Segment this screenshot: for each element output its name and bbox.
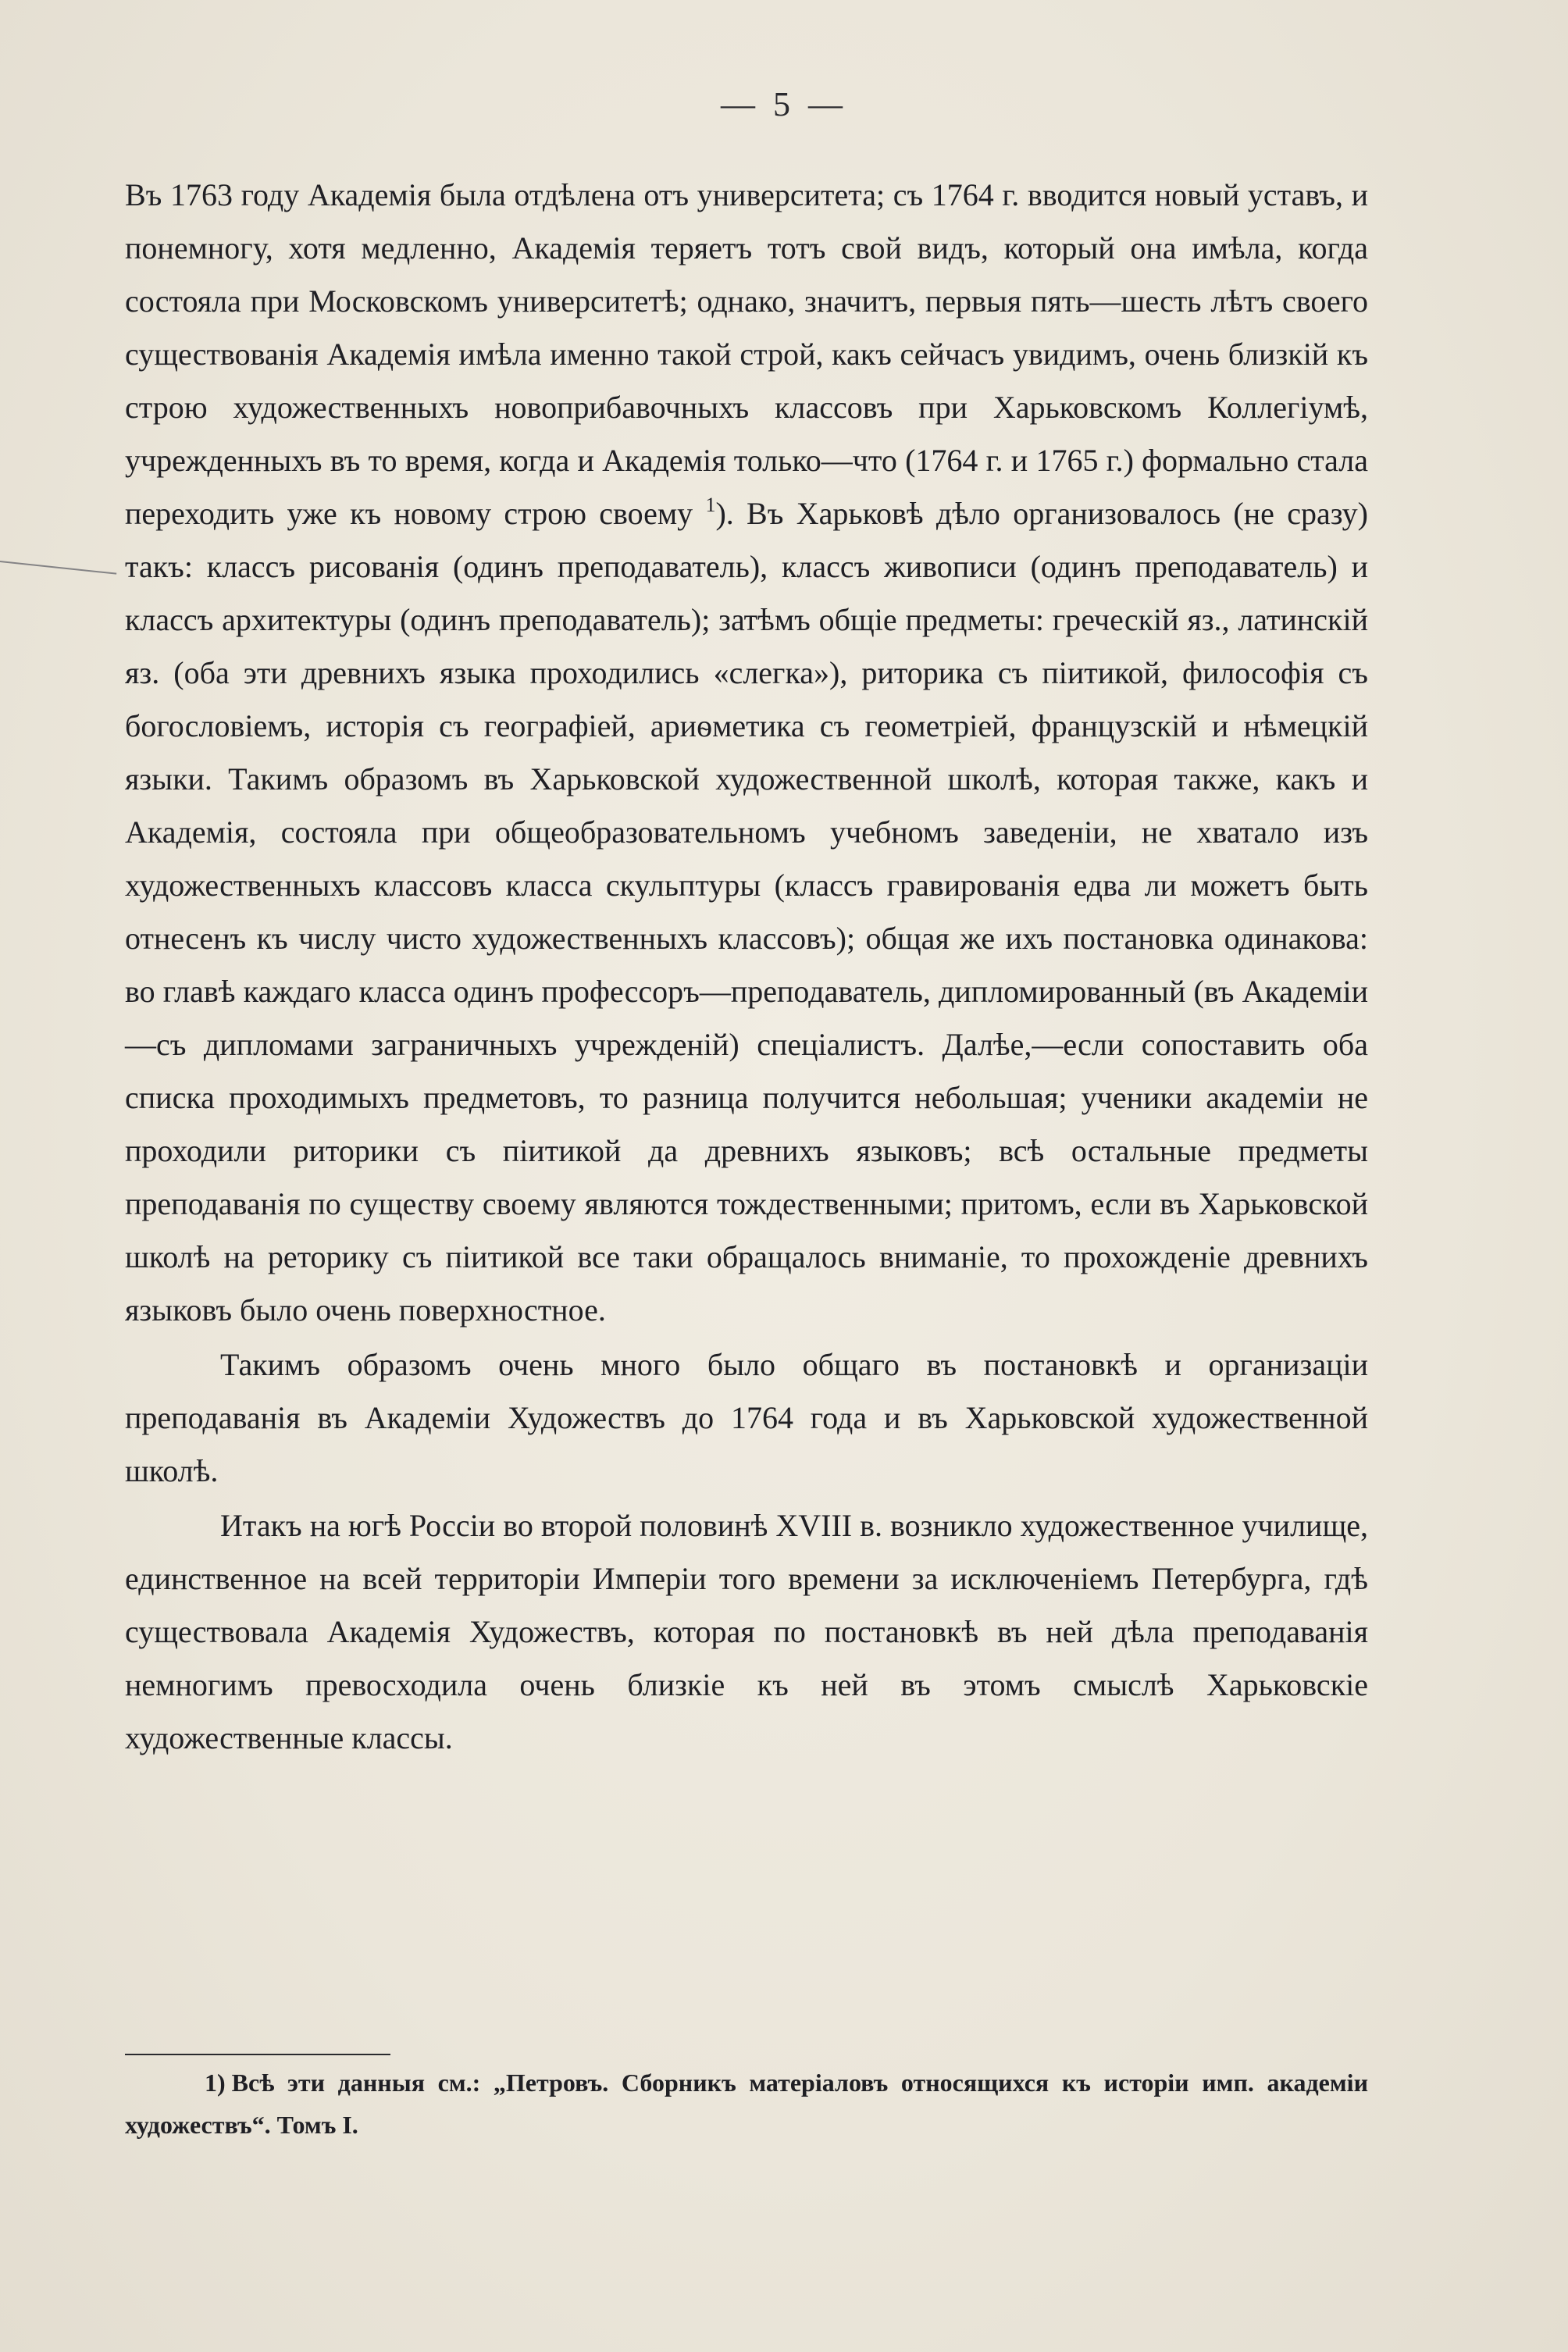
page-number: — 5 — [721, 85, 847, 123]
footnote-mark: 1) [205, 2069, 226, 2097]
paragraph-1 [125, 169, 1368, 1337]
paragraph-3: Итакъ на югѣ Россіи во второй половинѣ XVIII в. возникло художественное училище, единственное на всей территоріи Имперіи того времени за исключеніемъ Петербурга, гдѣ существовала Академія Художествъ, которая по постановкѣ въ ней дѣла преподаванія немногимъ превосходила очень близкіе къ ней въ этомъ смыслѣ Харьковскіе художественные классы. [125, 1508, 1368, 1755]
paragraph-2: Такимъ образомъ очень много было общаго въ постановкѣ и организаціи преподаванія въ Академіи Художествъ до 1764 года и въ Харьковской художественной школѣ. [125, 1347, 1368, 1488]
body-text [125, 169, 1368, 1765]
margin-pencil-mark [0, 561, 116, 575]
footnote-divider [125, 2054, 390, 2055]
paragraph-1-text-after-note: ). Въ Харьковѣ дѣло организовалось (не сразу) такъ: классъ рисованія (одинъ преподаватель), классъ живописи (одинъ преподаватель) и классъ архитектуры (одинъ преподаватель); затѣмъ общіе предметы: греческій яз., латинскій яз. (оба эти древнихъ языка проходились «слегка»), риторика съ піитикой, философія съ богословіемъ, исторія съ географіей, ариѳметика съ геометріей, французскій и нѣмецкій языки. Такимъ образомъ въ Харьковской художественной школѣ, которая также, какъ и Академія, состояла при общеобразовательномъ учебномъ заведеніи, не хватало изъ художественныхъ классовъ класса скульптуры (классъ гравированія едва ли можетъ быть отнесенъ къ числу чисто художественныхъ классовъ); общая же ихъ постановка одинакова: во главѣ каждаго класса одинъ профессоръ—преподаватель, дипломированный (въ Академіи—съ дипломами заграничныхъ учрежденій) спеціалистъ. Далѣе,—если сопоставить оба списка проходимыхъ предметовъ, то разница получится небольшая; ученики академіи не проходили риторики съ піитикой да древнихъ языковъ; всѣ остальные предметы преподаванія по существу своему являются тождественными; притомъ, если въ Харьковской школѣ на реторику съ піитикой все таки обращалось вниманіе, то прохожденіе древнихъ языковъ было очень поверхностное. [125, 496, 1368, 1327]
footnote-text: Всѣ эти данныя см.: „Петровъ. Сборникъ матеріаловъ относящихся къ исторіи имп. академіи художествъ“. Томъ I. [125, 2069, 1368, 2139]
footnote-1 [125, 2062, 1368, 2146]
paragraph-1-text-before-note: Въ 1763 году Академія была отдѣлена отъ университета; съ 1764 г. вводится новый уставъ, и понемногу, хотя медленно, Академія теряетъ тотъ свой видъ, который она имѣла, когда состояла при Московскомъ университетѣ; однако, значитъ, первыя пять—шесть лѣтъ своего существованія Академія имѣла именно такой строй, какъ сейчасъ увидимъ, очень близкій къ строю художественныхъ новоприбавочныхъ классовъ при Харьковскомъ Коллегіумѣ, учрежденныхъ въ то время, когда и Академія только—что (1764 г. и 1765 г.) формально стала переходить уже къ новому строю своему [125, 177, 1368, 531]
footnote-reference[interactable]: 1 [705, 494, 716, 516]
